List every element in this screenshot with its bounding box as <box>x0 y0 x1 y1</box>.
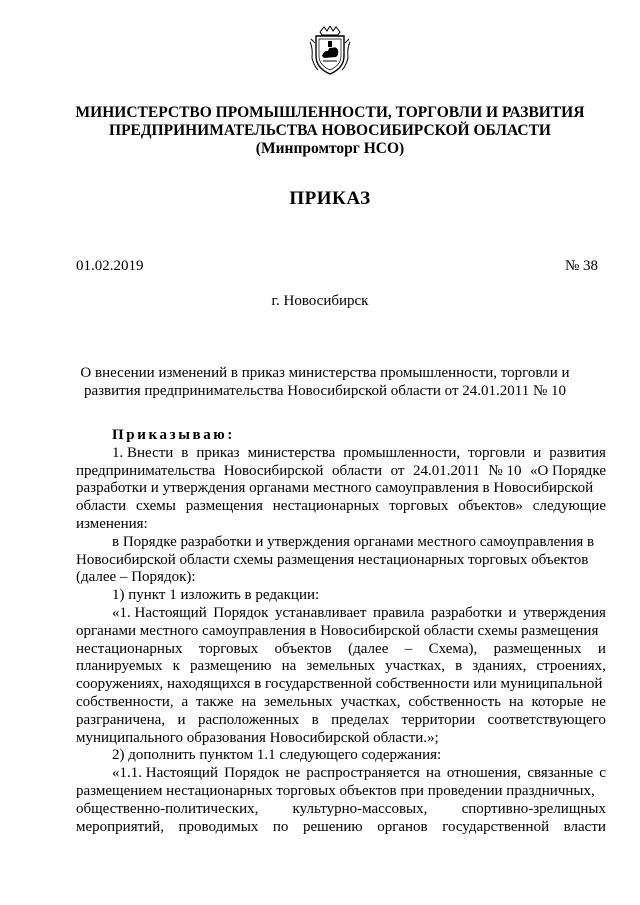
body-word: спортивно-зрелищных <box>461 800 606 817</box>
body-word: органов <box>377 818 428 835</box>
body-word: территории <box>401 711 476 728</box>
body-word: отношения, <box>446 765 522 782</box>
body-word: от <box>390 462 405 479</box>
body-word: приказ <box>196 444 240 461</box>
body-line <box>76 605 606 623</box>
body-word: также <box>196 693 234 710</box>
body-word: общественно-политических, <box>76 800 259 817</box>
body-word: министерства <box>247 444 336 461</box>
body-word: а <box>181 693 189 710</box>
body-word: в <box>311 711 319 728</box>
ministry-header <box>60 104 600 158</box>
body-line: Новосибирской области схемы размещения нестационарных торговых объектов <box>76 551 589 568</box>
body-line: 1) пункт 1 изложить в редакции: <box>112 587 320 604</box>
body-word: следующие <box>532 498 606 515</box>
body-word: 1. Внести <box>112 444 174 461</box>
body-word: участках, <box>385 658 445 675</box>
body-word: по <box>272 818 289 835</box>
body-line: муниципального образования Новосибирской области.»; <box>76 729 439 746</box>
body-word: Схема), <box>428 640 478 657</box>
body-word: «О Порядке <box>529 462 606 479</box>
order-word <box>76 427 606 445</box>
body-word: в <box>181 444 189 461</box>
body-word: размещенных <box>493 640 582 657</box>
body-word: объектов <box>274 640 332 657</box>
body-line <box>76 694 606 712</box>
body-word: пределах <box>331 711 390 728</box>
body-word: на <box>426 765 441 782</box>
body-line: (далее – Порядок): <box>76 569 196 586</box>
body-word: культурно-массовых, <box>292 800 428 817</box>
body-word: зданиях, <box>472 658 527 675</box>
body-word: предпринимательства <box>76 462 216 479</box>
body-word: нестационарных <box>76 640 183 657</box>
body-word: и <box>508 604 517 621</box>
body-line: органами местного самоуправления в Новосибирской области схемы размещения <box>76 622 599 639</box>
body-word: торговли <box>468 444 526 461</box>
body-line <box>76 498 606 516</box>
body-word: на <box>281 658 297 675</box>
body-word: к <box>172 658 180 675</box>
body-line: 2) дополнить пунктом 1.1 следующего содержания: <box>112 747 442 764</box>
body-word: распространяется <box>306 765 420 782</box>
body-line: изменения: <box>76 515 148 532</box>
ministry-name-line-2: ПРЕДПРИНИМАТЕЛЬСТВА НОВОСИБИРСКОЙ ОБЛАСТИ <box>109 122 551 139</box>
body-word: «1. Настоящий <box>112 604 207 621</box>
body-word: в <box>455 658 463 675</box>
body-line: в Порядке разработки и утверждения органами местного самоуправления в <box>112 533 595 550</box>
body-word: на <box>241 693 257 710</box>
body-word: Новосибирской <box>223 462 324 479</box>
body-word: правила <box>372 604 425 621</box>
body-word: объектов» <box>458 498 523 515</box>
body-word: соответствующего <box>487 711 606 728</box>
body-word: которые <box>531 693 584 710</box>
body-word: размещению <box>190 658 272 675</box>
body-line: сооружениях, находящихся в государственной собственности или муниципальной <box>76 676 603 693</box>
subject-line-2: развития предпринимательства Новосибирской области от 24.01.2011 № 10 <box>83 383 567 399</box>
document-number: № 38 <box>564 258 598 274</box>
body-word: планируемых <box>76 658 163 675</box>
body-word: земельных <box>306 658 376 675</box>
body-word: разработки <box>430 604 502 621</box>
body-word: власти <box>563 818 606 835</box>
body-line <box>76 819 606 837</box>
document-city: г. Новосибирск <box>271 293 369 309</box>
body-line <box>76 712 606 730</box>
body-line <box>76 463 606 481</box>
body-word: участках, <box>340 693 401 710</box>
body-word: схемы <box>136 498 176 515</box>
body-word: с <box>599 765 606 782</box>
body-word: земельных <box>264 693 333 710</box>
body-line <box>76 801 606 819</box>
body-word: расположенных <box>197 711 300 728</box>
body-word: устанавливает <box>274 604 367 621</box>
body-word: промышленности, <box>343 444 461 461</box>
body-line: разработки и утверждения органами местного самоуправления в Новосибирской <box>76 480 594 497</box>
subject-line-1: О внесении изменений в приказ министерства промышленности, торговли и <box>80 365 570 381</box>
document-subject <box>60 364 590 400</box>
body-word: не <box>591 693 606 710</box>
body-word: 24.01.2011 <box>412 462 480 479</box>
coat-of-arms-icon <box>308 26 352 76</box>
body-word: разграничена, <box>76 711 166 728</box>
body-word: (далее <box>348 640 389 657</box>
body-word: «1.1. Настоящий <box>112 765 218 782</box>
document-title: ПРИКАЗ <box>289 188 371 209</box>
body-word: размещения <box>185 498 263 515</box>
body-word: не <box>285 765 301 782</box>
body-word: и <box>533 444 542 461</box>
document-date: 01.02.2019 <box>76 258 144 274</box>
body-word: и <box>597 640 606 657</box>
ministry-name-line-1: МИНИСТЕРСТВО ПРОМЫШЛЕННОСТИ, ТОРГОВЛИ И РАЗВИТИЯ <box>75 104 585 121</box>
body-word: Порядок <box>213 604 269 621</box>
body-word: мероприятий, <box>76 818 164 835</box>
body-line <box>76 765 606 783</box>
body-word: собственности, <box>76 693 174 710</box>
document-body <box>76 427 606 836</box>
body-line <box>76 641 606 659</box>
body-word: на <box>508 693 524 710</box>
body-word: собственность <box>408 693 501 710</box>
body-word: связанные <box>527 765 594 782</box>
body-line <box>76 658 606 676</box>
body-word: торговых <box>198 640 259 657</box>
body-word: государственной <box>442 818 550 835</box>
body-word: Порядок <box>224 765 280 782</box>
body-word: области <box>331 462 383 479</box>
order-word-text: Приказываю: <box>112 427 235 443</box>
body-line <box>76 445 606 463</box>
body-line: размещением нестационарных торговых объектов при проведении праздничных, <box>76 782 595 799</box>
ministry-short-name: (Минпромторг НСО) <box>255 140 405 157</box>
body-word: решению <box>303 818 363 835</box>
body-word: области <box>76 498 127 515</box>
body-word: развития <box>549 444 606 461</box>
body-word: и <box>177 711 186 728</box>
body-word: утверждения <box>523 604 606 621</box>
body-word: торговых <box>389 498 449 515</box>
body-word: нестационарных <box>272 498 380 515</box>
body-word: строениях, <box>536 658 606 675</box>
body-word: № 10 <box>488 462 522 479</box>
body-word: проводимых <box>178 818 259 835</box>
body-word: – <box>404 640 413 657</box>
